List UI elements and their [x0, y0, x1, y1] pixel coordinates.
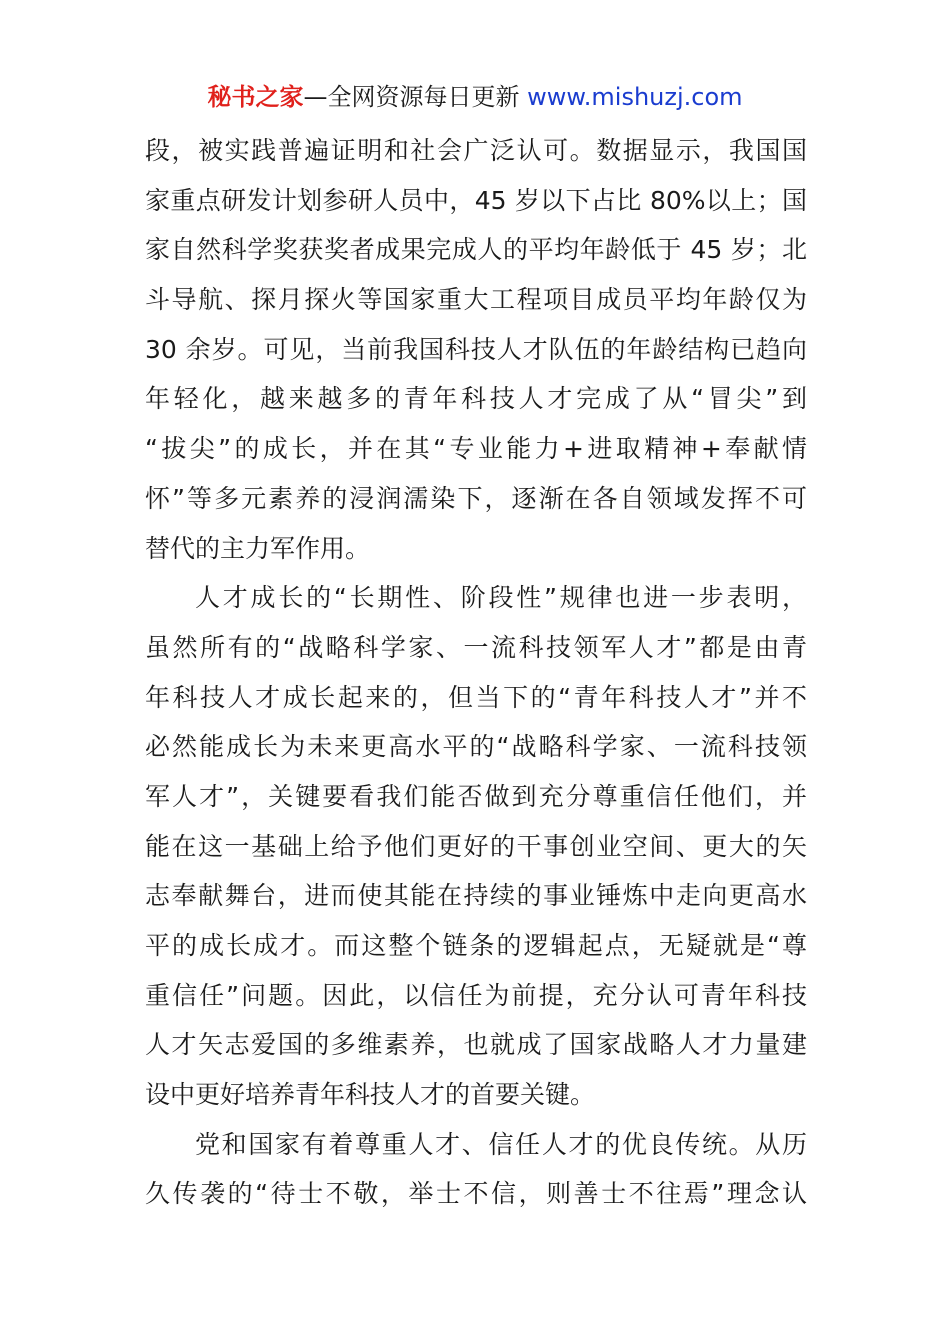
page-header — [0, 80, 950, 114]
text-line: 人才成长的“长期性、阶段性”规律也进一步表明， — [195, 583, 807, 613]
document-body — [145, 126, 807, 1219]
text-line: 段，被实践普遍证明和社会广泛认可。数据显示，我国国 — [145, 136, 807, 165]
text-line: 平的成长成才。而这整个链条的逻辑起点，无疑就是“尊 — [145, 931, 807, 960]
text-line: 志奉献舞台，进而使其能在持续的事业锤炼中走向更高水 — [145, 881, 807, 911]
text-line: 设中更好培养青年科技人才的首要关键。 — [145, 1080, 596, 1110]
text-line: 久传袭的“待士不敬，举士不信，则善士不往焉”理念认 — [145, 1179, 807, 1209]
text-line: 人才矢志爱国的多维素养，也就成了国家战略人才力量建 — [145, 1030, 807, 1060]
site-url-link[interactable]: www.mishuzj.com — [527, 83, 743, 111]
text-line: 怀”等多元素养的浸润濡染下，逐渐在各自领域发挥不可 — [145, 483, 807, 513]
text-line: 党和国家有着尊重人才、信任人才的优良传统。从历 — [195, 1129, 807, 1159]
text-line: 家重点研发计划参研人员中，45 岁以下占比 80%以上；国 — [145, 185, 807, 215]
text-line: 虽然所有的“战略科学家、一流科技领军人才”都是由青 — [145, 632, 807, 662]
header-tagline: —全网资源每日更新 — [303, 83, 520, 111]
brand-name: 秘书之家 — [207, 83, 304, 111]
text-line: 年轻化，越来越多的青年科技人才完成了从“冒尖”到 — [145, 384, 807, 414]
text-line: 必然能成长为未来更高水平的“战略科学家、一流科技领 — [145, 732, 807, 762]
text-line: 能在这一基础上给予他们更好的干事创业空间、更大的矢 — [145, 831, 807, 861]
paragraph — [145, 126, 807, 573]
text-line: 重信任”问题。因此，以信任为前提，充分认可青年科技 — [145, 980, 807, 1010]
paragraph — [145, 573, 807, 1120]
text-line: 斗导航、探月探火等国家重大工程项目成员平均年龄仅为 — [145, 285, 807, 315]
text-line: “拔尖”的成长，并在其“专业能力+进取精神+奉献情 — [145, 434, 807, 464]
text-line: 年科技人才成长起来的，但当下的“青年科技人才”并不 — [145, 682, 807, 712]
text-line: 替代的主力军作用。 — [145, 533, 371, 563]
text-line: 家自然科学奖获奖者成果完成人的平均年龄低于 45 岁；北 — [145, 235, 807, 265]
paragraph — [145, 1120, 807, 1219]
text-line: 30 余岁。可见，当前我国科技人才队伍的年龄结构已趋向 — [145, 334, 807, 364]
text-line: 军人才”，关键要看我们能否做到充分尊重信任他们，并 — [145, 781, 807, 811]
